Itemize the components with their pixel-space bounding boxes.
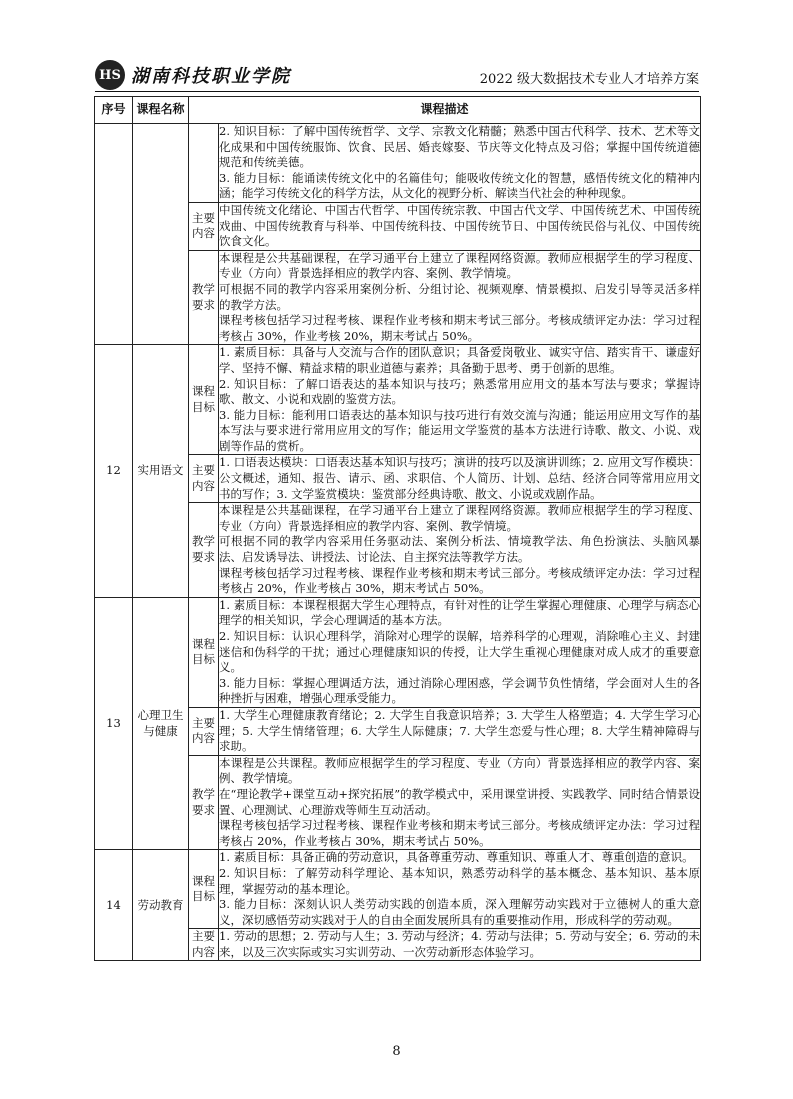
course-content-cell xyxy=(219,929,701,961)
sub-label-goal xyxy=(189,124,219,203)
page-header xyxy=(95,58,699,92)
desc-line: 课程考核包括学习过程考核、课程作业考核和期末考试三部分。考核成绩评定办法：学习过程考核占 20%，作业考核占 30%，期末考试占 50%。 xyxy=(219,818,701,848)
header-divider xyxy=(95,91,699,92)
sub-label-requirement: 教学要求 xyxy=(189,250,219,345)
header-course-name: 课程名称 xyxy=(133,97,189,124)
course-goal-cell xyxy=(219,345,701,455)
course-requirement-cell xyxy=(219,250,701,345)
sub-label-content: 主要内容 xyxy=(189,707,219,755)
table-header-row xyxy=(95,97,701,124)
desc-line: 课程考核包括学习过程考核、课程作业考核和期末考试三部分。考核成绩评定办法：学习过程考核占 30%，作业考核 20%，期末考试占 50%。 xyxy=(219,313,701,343)
header-course-desc: 课程描述 xyxy=(189,97,701,124)
table-row xyxy=(95,124,701,203)
desc-line: 1. 素质目标：具备正确的劳动意识，具备尊重劳动、尊重知识、尊重人才、尊重创造的意识。 xyxy=(219,850,694,865)
desc-line: 本课程是公共基础课程，在学习通平台上建立了课程网络资源。教师应根据学生的学习程度、专业（方向）背景选择相应的教学内容、案例、教学情境。 xyxy=(219,250,701,281)
page-number: 8 xyxy=(392,1044,401,1059)
course-content-cell xyxy=(219,202,701,250)
course-no-cell: 12 xyxy=(95,345,133,598)
desc-line: 课程考核包括学习过程考核、课程作业考核和期末考试三部分。考核成绩评定办法：学习过程考核占 20%，作业考核占 30%，期末考试占 50%。 xyxy=(219,565,701,596)
sub-label-content: 主要内容 xyxy=(189,455,219,503)
sub-label-goal: 课程目标 xyxy=(189,850,219,929)
desc-line: 3. 能力目标：深刻认识人类劳动实践的创造本质，深入理解劳动实践对于立德树人的重大意义，深切感悟劳动实践对于人的自由全面发展所具有的重要推动作用，形成科学的劳动观。 xyxy=(219,897,701,927)
document-title: 2022 级大数据技术专业人才培养方案 xyxy=(479,72,699,87)
sub-label-requirement: 教学要求 xyxy=(189,503,219,598)
course-content-cell xyxy=(219,455,701,503)
course-goal-cell xyxy=(219,850,701,929)
course-no-cell: 13 xyxy=(95,597,133,850)
desc-line: 1. 素质目标：具备与人交流与合作的团队意识；具备爱岗敬业、诚实守信、踏实肯干、谦虚好学、坚持不懈、精益求精的职业道德与素养；具备勤于思考、勇于创新的思维。 xyxy=(219,345,701,375)
desc-line: 1. 口语表达模块：口语表达基本知识与技巧；演讲的技巧以及演讲训练；2. 应用文写作模块：公文概述，通知、报告、请示、函、求职信、个人简历、计划、总结、经济合同等常用应用文书的写作；3. 文学鉴赏模块：鉴赏部分经典诗歌、散文、小说或戏剧作品。 xyxy=(219,455,701,501)
desc-line: 本课程是公共基础课程，在学习通平台上建立了课程网络资源。教师应根据学生的学习程度、专业（方向）背景选择相应的教学内容、案例、教学情境。 xyxy=(219,503,701,533)
course-name-cell xyxy=(133,124,189,345)
desc-line: 中国传统文化绪论、中国古代哲学、中国传统宗教、中国古代文学、中国传统艺术、中国传统戏曲、中国传统教育与科举、中国传统科技、中国传统节日、中国传统民俗与礼仪、中国传统饮食文化。 xyxy=(219,202,701,249)
school-logo-icon: HS xyxy=(95,60,125,90)
desc-line: 在“理论教学+课堂互动+探究拓展”的教学模式中，采用课堂讲授、实践教学、同时结合情景设置、心理测试、心理游戏等师生互动活动。 xyxy=(219,786,701,817)
course-no-cell xyxy=(95,124,133,345)
header-no: 序号 xyxy=(95,97,133,124)
table-row xyxy=(95,850,701,929)
sub-label-goal: 课程目标 xyxy=(189,597,219,707)
desc-line: 2. 知识目标：认识心理科学，消除对心理学的误解，培养科学的心理观，消除唯心主义、封建迷信和伪科学的干扰；通过心理健康知识的传授，让大学生重视心理健康对成人成才的重要意义。 xyxy=(219,629,701,675)
course-goal-cell xyxy=(219,597,701,707)
desc-line: 本课程是公共课程。教师应根据学生的学习程度、专业（方向）背景选择相应的教学内容、案例、教学情境。 xyxy=(219,755,701,786)
desc-line: 2. 知识目标：了解中国传统哲学、文学、宗教文化精髓；熟悉中国古代科学、技术、艺术等文化成果和中国传统服饰、饮食、民居、婚丧嫁娶、节庆等文化特点及习俗；掌握中国传统道德规范和传统美德。 xyxy=(219,124,701,170)
desc-line: 可根据不同的教学内容采用案例分析、分组讨论、视频观摩、情景模拟、启发引导等灵活多样的教学方法。 xyxy=(219,281,701,312)
course-name-cell: 劳动教育 xyxy=(133,850,189,961)
table-row xyxy=(95,597,701,707)
desc-line: 1. 大学生心理健康教育绪论；2. 大学生自我意识培养；3. 大学生人格塑造；4. 大学生学习心理；5. 大学生情绪管理；6. 大学生人际健康；7. 大学生恋爱与性心理；8. 大学生精神障碍与求助。 xyxy=(219,707,701,754)
course-name-cell: 实用语文 xyxy=(133,345,189,598)
school-name: 湖南科技职业学院 xyxy=(131,66,291,87)
course-requirement-cell xyxy=(219,503,701,598)
sub-label-content: 主要内容 xyxy=(189,929,219,961)
desc-line: 可根据不同的教学内容采用任务驱动法、案例分析法、情境教学法、角色扮演法、头脑风暴法、启发诱导法、讲授法、讨论法、自主探究法等教学方法。 xyxy=(219,534,701,565)
course-table xyxy=(94,96,701,961)
desc-line: 2. 知识目标：了解劳动科学理论、基本知识，熟悉劳动科学的基本概念、基本知识、基本原理，掌握劳动的基本理论。 xyxy=(219,865,701,896)
desc-line: 3. 能力目标：能利用口语表达的基本知识与技巧进行有效交流与沟通；能运用应用文写作的基本写法与要求进行常用应用文的写作；能运用文学鉴赏的基本方法进行诗歌、散文、小说、戏剧等作品的赏析。 xyxy=(219,407,701,453)
course-goal-cell xyxy=(219,124,701,203)
course-no-cell: 14 xyxy=(95,850,133,961)
course-requirement-cell xyxy=(219,755,701,850)
desc-line: 2. 知识目标：了解口语表达的基本知识与技巧；熟悉常用应用文的基本写法与要求；掌握诗歌、散文、小说和戏剧的鉴赏方法。 xyxy=(219,376,701,407)
sub-label-content: 主要内容 xyxy=(189,202,219,250)
table-row xyxy=(95,345,701,455)
desc-line: 3. 能力目标：掌握心理调适方法，通过消除心理困惑，学会调节负性情绪，学会面对人生的各种挫折与困难，增强心理承受能力。 xyxy=(219,675,701,706)
course-content-cell xyxy=(219,707,701,755)
desc-line: 1. 素质目标：本课程根据大学生心理特点，有针对性的让学生掌握心理健康、心理学与病态心理学的相关知识，学会心理调适的基本方法。 xyxy=(219,597,701,628)
sub-label-requirement: 教学要求 xyxy=(189,755,219,850)
desc-line: 1. 劳动的思想；2. 劳动与人生；3. 劳动与经济；4. 劳动与法律；5. 劳动与安全；6. 劳动的未来，以及三次实际或实习实训劳动、一次劳动新形态体验学习。 xyxy=(219,929,701,959)
desc-line: 3. 能力目标：能诵读传统文化中的名篇佳句；能吸收传统文化的智慧，感悟传统文化的精神内涵；能学习传统文化的科学方法，从文化的视野分析、解读当代社会的种种现象。 xyxy=(219,170,701,201)
sub-label-goal: 课程目标 xyxy=(189,345,219,455)
course-name-cell: 心理卫生与健康 xyxy=(133,597,189,850)
